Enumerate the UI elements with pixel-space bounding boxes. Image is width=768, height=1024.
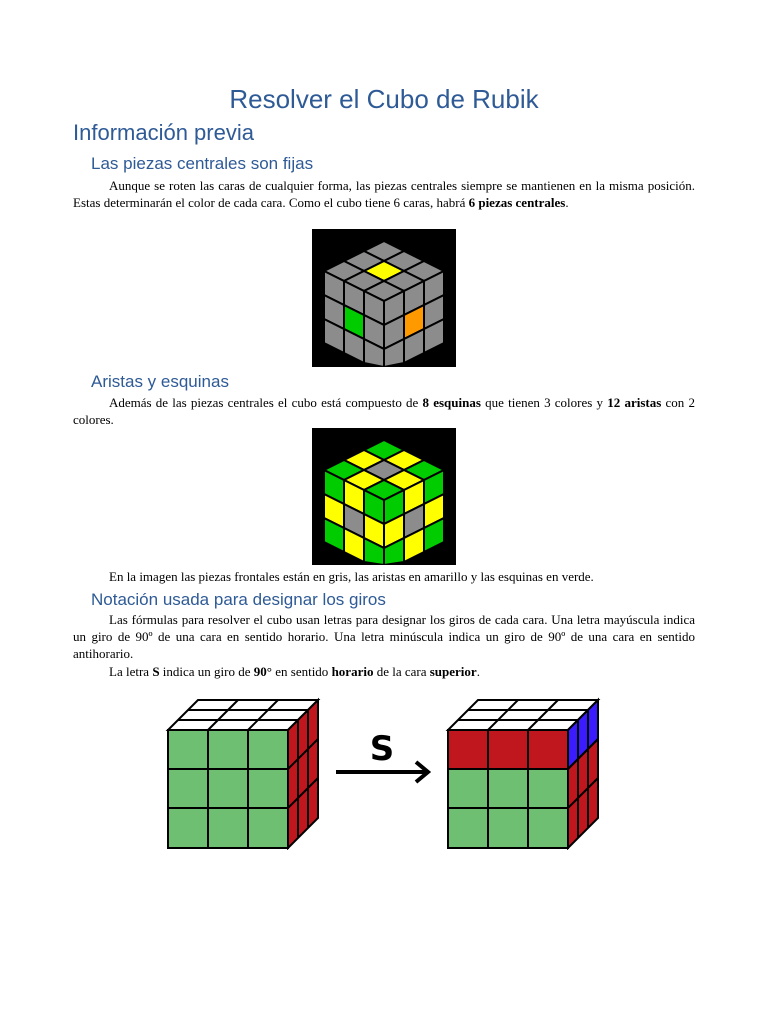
bold-text: superior [429, 664, 477, 679]
bold-text: 90° [253, 664, 272, 679]
cube-centers-image [312, 229, 456, 367]
paragraph-edges-corners [73, 394, 695, 428]
text: Aunque se roten las caras de cualquier forma, las piezas centrales siempre se mantienen en la misma posición. Estas determinarán el color de cada cara. Como el cubo tiene 6 caras, habrá [73, 178, 695, 210]
subheading-notation: Notación usada para designar los giros [91, 590, 386, 609]
paragraph-move-s [73, 663, 695, 680]
s-move-image [160, 690, 610, 850]
bold-text: 12 aristas [607, 395, 662, 410]
bold-text: S [152, 664, 160, 679]
page-title: Resolver el Cubo de Rubik [229, 84, 539, 114]
figure-central-pieces [312, 229, 456, 367]
subheading-edges-corners: Aristas y esquinas [91, 372, 229, 391]
figure-s-move [160, 690, 610, 850]
paragraph-central-pieces [73, 177, 695, 211]
section-heading-info: Información previa [73, 120, 254, 145]
text: La letra [109, 664, 153, 679]
bold-text: 8 esquinas [422, 395, 481, 410]
subheading-central-pieces: Las piezas centrales son fijas [91, 154, 314, 173]
cube-after [448, 700, 598, 848]
cube-edges-corners-image [312, 428, 456, 565]
text: Además de las piezas centrales el cubo está compuesto de [109, 395, 423, 410]
text: de la cara [373, 664, 430, 679]
text: indica un giro de [159, 664, 254, 679]
text: con 2 colores. [73, 395, 695, 427]
cube-before [168, 700, 318, 848]
text: que tienen 3 colores y [480, 395, 608, 410]
move-label-s: S [369, 729, 395, 769]
text: . [565, 195, 569, 210]
bold-text: horario [331, 664, 374, 679]
text: . [476, 664, 480, 679]
bold-text: 6 piezas centrales [468, 195, 566, 210]
caption-edges-corners: En la imagen las piezas frontales están en gris, las aristas en amarillo y las esquinas en verde. [109, 569, 594, 584]
figure-edges-corners [312, 428, 456, 565]
paragraph-notation: Las fórmulas para resolver el cubo usan letras para designar los giros de cada cara. Una letra mayúscula indica un giro de 90º de una cara en sentido horario. Una letra minúscula indica un giro de 90º de una cara en sentido antihorario. [73, 612, 695, 661]
text: en sentido [271, 664, 332, 679]
